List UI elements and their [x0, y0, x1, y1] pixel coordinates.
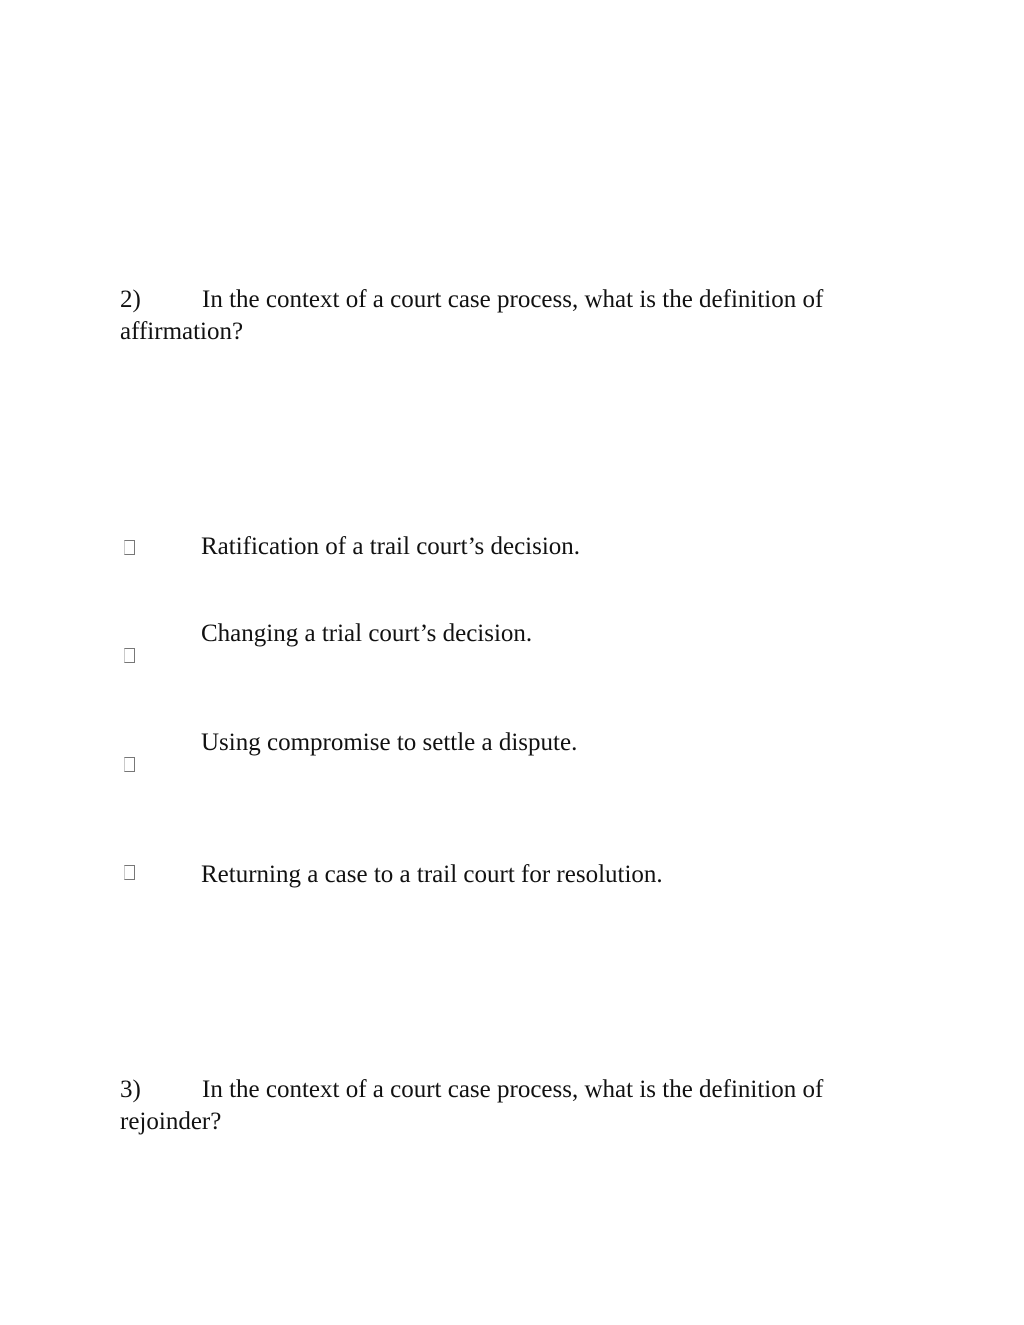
question-3 — [120, 1074, 880, 1138]
answer-option-label: Changing a trial court’s decision. — [201, 620, 533, 647]
question-text: In the context of a court case process, what is the definition of — [202, 1076, 824, 1103]
answer-option-label: Using compromise to settle a dispute. — [201, 729, 578, 756]
question-text-continued: rejoinder? — [120, 1108, 222, 1135]
question-number: 3) — [120, 1076, 141, 1103]
question-2 — [120, 284, 880, 348]
checkbox-icon[interactable] — [124, 757, 135, 772]
answer-option[interactable] — [120, 727, 880, 787]
answer-option-label: Ratification of a trail court’s decision. — [201, 533, 581, 560]
answer-option[interactable] — [120, 618, 880, 678]
answer-option[interactable] — [120, 530, 880, 590]
question-text: In the context of a court case process, what is the definition of — [202, 286, 824, 313]
question-number: 2) — [120, 286, 141, 313]
answer-option[interactable] — [120, 858, 880, 918]
question-text-continued: affirmation? — [120, 318, 244, 345]
checkbox-icon[interactable] — [124, 865, 135, 880]
checkbox-icon[interactable] — [124, 540, 135, 555]
answer-option-label: Returning a case to a trail court for resolution. — [201, 861, 663, 888]
checkbox-icon[interactable] — [124, 648, 135, 663]
